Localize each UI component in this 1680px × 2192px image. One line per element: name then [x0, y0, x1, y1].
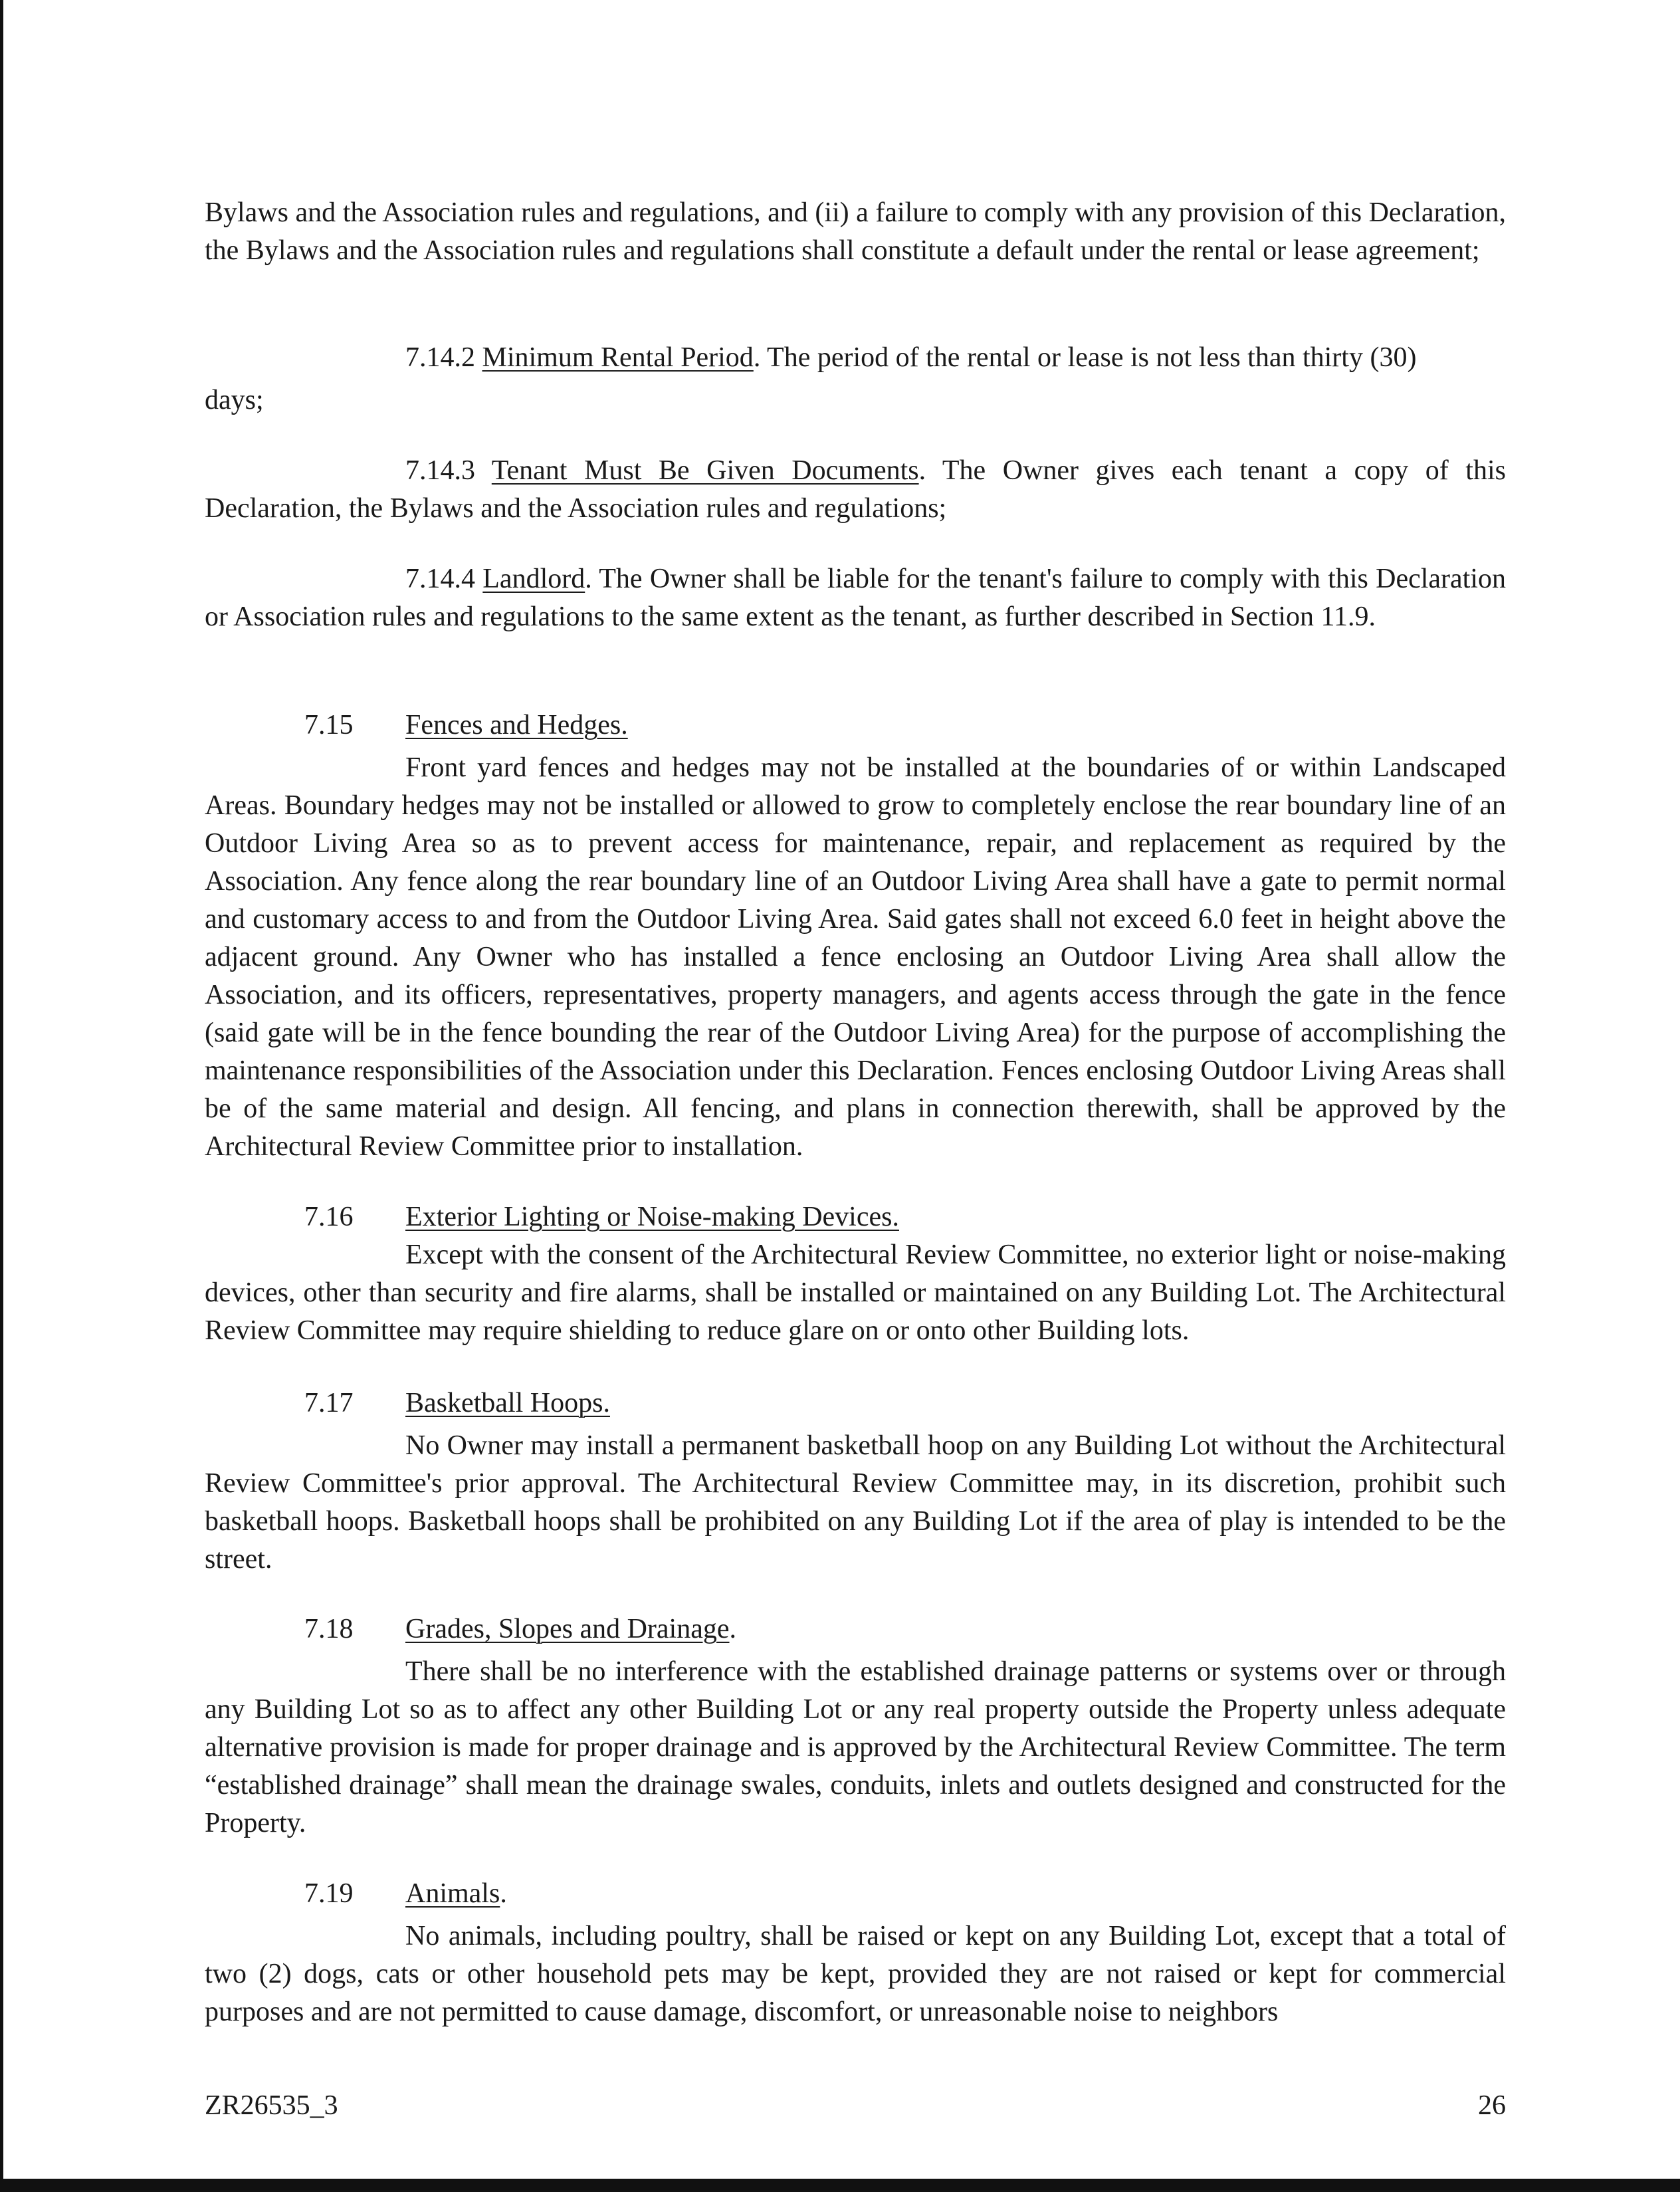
- continuation-paragraph: Bylaws and the Association rules and regulations, and (ii) a failure to comply with any provision of this Declaration, the Bylaws and the Association rules and regulations shall constitute a default under the rental or lease agreement;: [205, 197, 1506, 266]
- section-text: . The period of the rental or lease is not less than thirty (30): [753, 342, 1417, 373]
- section-number: 7.15: [304, 710, 354, 740]
- section-7-15-body: Front yard fences and hedges may not be installed at the boundaries of or within Landscaped Areas. Boundary hedges may not be installed or allowed to grow to completely enclose the rear boundary line of an Outdoor Living Area so as to prevent access for maintenance, repair, and replacement as required by the Association. Any fence along the rear boundary line of an Outdoor Living Area shall have a gate to permit normal and customary access to and from the Outdoor Living Area. Said gates shall not exceed 6.0 feet in height above the adjacent ground. Any Owner who has installed a fence enclosing an Outdoor Living Area shall allow the Association, and its officers, representatives, property managers, and agents access through the gate in the fence (said gate will be in the fence bounding the rear of the Outdoor Living Area) for the purpose of accomplishing the maintenance responsibilities of the Association under this Declaration. Fences enclosing Outdoor Living Areas shall be of the same material and design. All fencing, and plans in connection therewith, shall be approved by the Architectural Review Committee prior to installation.: [205, 752, 1506, 1162]
- footer-doc-id: ZR26535_3: [205, 2090, 338, 2121]
- section-7-14-4: [205, 560, 1506, 636]
- section-title-suffix: .: [500, 1878, 507, 1909]
- section-title: Basketball Hoops.: [405, 1388, 610, 1418]
- section-7-14-2: [205, 339, 1506, 377]
- section-title: Fences and Hedges.: [405, 710, 628, 740]
- section-title: Tenant Must Be Given Documents: [491, 455, 919, 486]
- section-number: 7.14.2: [405, 342, 475, 373]
- section-7-16-body: Except with the consent of the Architectural Review Committee, no exterior light or noise-making devices, other than security and fire alarms, shall be installed or maintained on any Building Lot. The Architectural Review Committee may require shielding to reduce glare on or onto other Building lots.: [205, 1240, 1506, 1346]
- section-title: Minimum Rental Period: [482, 342, 754, 373]
- section-title: Grades, Slopes and Drainage: [405, 1614, 730, 1644]
- section-title-suffix: .: [729, 1614, 737, 1644]
- footer-page-number: 26: [1478, 2090, 1506, 2121]
- section-text: . The Owner shall be liable for the tenant's failure to comply with this Declaration or Association rules and regulations to the same extent as the tenant, as further described in Section 11.9.: [205, 564, 1506, 632]
- section-number: 7.14.3: [405, 455, 475, 486]
- section-title: Landlord: [482, 564, 585, 594]
- section-number: 7.18: [304, 1614, 354, 1644]
- section-7-19-body: No animals, including poultry, shall be raised or kept on any Building Lot, except that a total of two (2) dogs, cats or other household pets may be kept, provided they are not raised or kept for commercial purposes and are not permitted to cause damage, discomfort, or unreasonable noise to neighbors: [205, 1921, 1506, 2027]
- section-7-18-body: There shall be no interference with the established drainage patterns or systems over or through any Building Lot so as to affect any other Building Lot or any real property outside the Property unless adequate alternative provision is made for proper drainage and is approved by the Architectural Review Committee. The term “established drainage” shall mean the drainage swales, conduits, inlets and outlets designed and constructed for the Property.: [205, 1656, 1506, 1838]
- section-7-17-body: No Owner may install a permanent basketball hoop on any Building Lot without the Architectural Review Committee's prior approval. The Architectural Review Committee may, in its discretion, prohibit such basketball hoops. Basketball hoops shall be prohibited on any Building Lot if the area of play is intended to be the street.: [205, 1430, 1506, 1575]
- scan-bottom-edge: [0, 2179, 1680, 2192]
- section-7-14-3: [205, 452, 1506, 528]
- section-number: 7.14.4: [405, 564, 475, 594]
- section-title: Exterior Lighting or Noise-making Devices.: [405, 1202, 899, 1232]
- section-text: . The Owner gives each tenant a copy of this Declaration, the Bylaws and the Association rules and regulations;: [205, 455, 1506, 524]
- section-number: 7.17: [304, 1388, 354, 1418]
- section-number: 7.19: [304, 1878, 354, 1909]
- section-title-wrap: [405, 1610, 736, 1648]
- section-number: 7.16: [304, 1202, 354, 1232]
- section-title: Animals: [405, 1878, 500, 1909]
- section-7-14-2-tail: days;: [205, 385, 264, 415]
- section-title-wrap: [405, 1875, 507, 1913]
- scan-left-edge: [0, 0, 3, 2192]
